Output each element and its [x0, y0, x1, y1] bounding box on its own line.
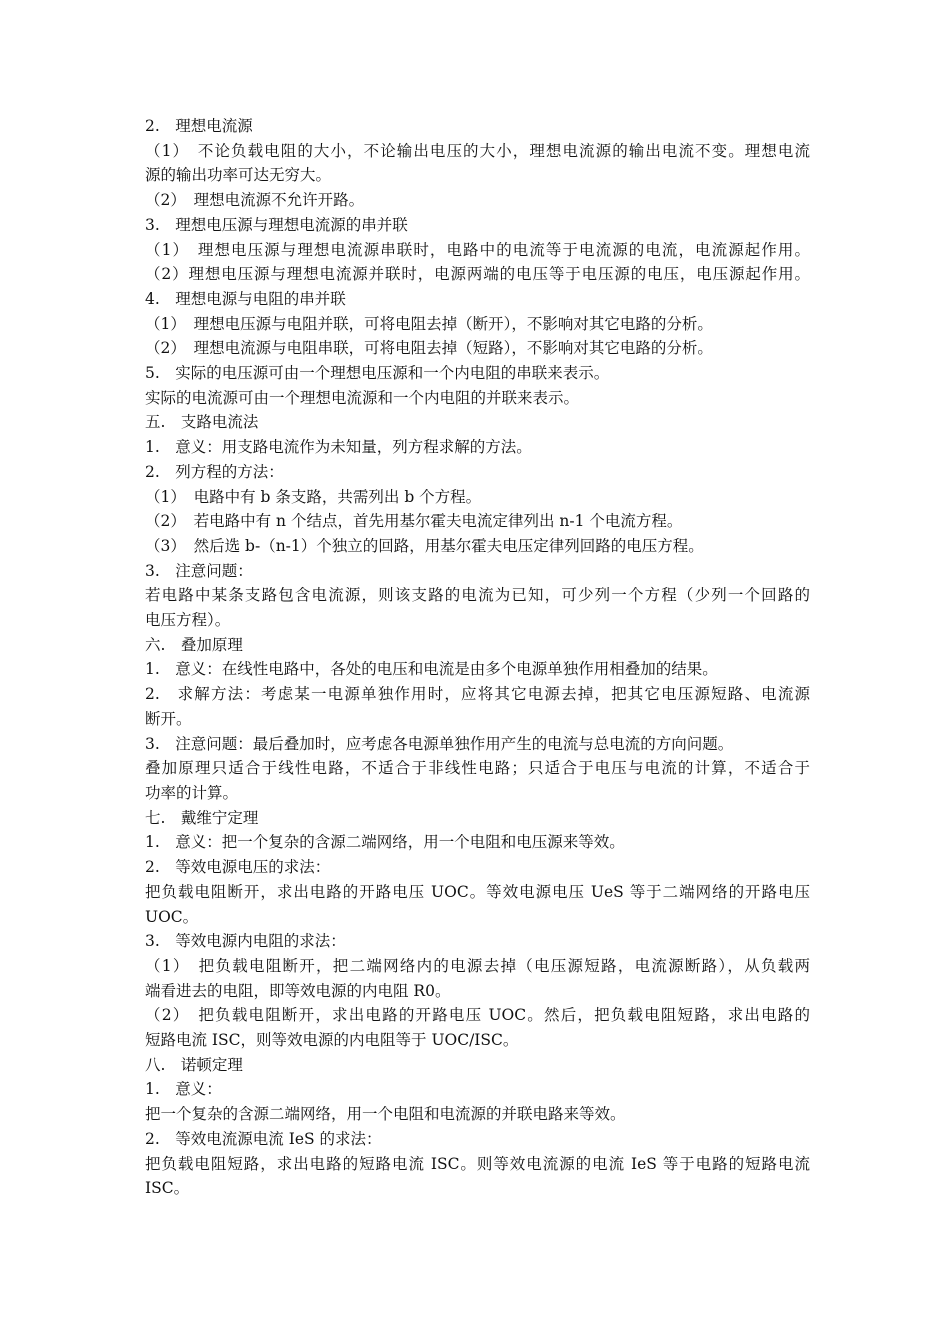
- text-line: ISC。: [145, 1179, 190, 1198]
- text-line: 把负载电阻短路，求出电路的短路电流 ISC。则等效电流源的电流 IeS 等于电路的短路电流: [145, 1154, 810, 1173]
- text-line: 2. 等效电源电压的求法：: [145, 858, 331, 877]
- text-line: （1） 不论负载电阻的大小，不论输出电压的大小，理想电流源的输出电流不变。理想电流: [145, 141, 810, 160]
- text-line: 3. 注意问题：: [145, 561, 253, 580]
- text-line: 把一个复杂的含源二端网络，用一个电阻和电流源的并联电路来等效。: [145, 1105, 626, 1124]
- text-line: 五. 支路电流法: [145, 413, 259, 432]
- text-line: 六. 叠加原理: [145, 635, 243, 654]
- text-line: 叠加原理只适合于线性电路，不适合于非线性电路；只适合于电压与电流的计算，不适合于: [145, 759, 810, 778]
- text-line: （1） 理想电压源与电阻并联，可将电阻去掉（断开），不影响对其它电路的分析。: [145, 314, 713, 333]
- text-line: 源的输出功率可达无穷大。: [145, 166, 332, 185]
- text-line: 七. 戴维宁定理: [145, 808, 259, 827]
- text-line: （2） 理想电流源与电阻串联，可将电阻去掉（短路），不影响对其它电路的分析。: [145, 339, 713, 358]
- text-line: 端看进去的电阻，即等效电源的内电阻 R0。: [145, 981, 451, 1000]
- text-line: 功率的计算。: [145, 783, 239, 802]
- text-line: 1. 意义：把一个复杂的含源二端网络，用一个电阻和电压源来等效。: [145, 833, 625, 852]
- text-line: 2. 理想电流源: [145, 117, 253, 135]
- text-line: 2. 求解方法：考虑某一电源单独作用时，应将其它电源去掉，把其它电压源短路、电流源: [145, 685, 810, 704]
- text-line: （2）理想电压源与理想电流源并联时，电源两端的电压等于电压源的电压，电压源起作用。: [145, 265, 810, 284]
- text-line: 1. 意义：在线性电路中，各处的电压和电流是由多个电源单独作用相叠加的结果。: [145, 660, 718, 679]
- text-line: 2. 等效电流源电流 IeS 的求法：: [145, 1129, 382, 1148]
- text-line: 1. 意义：用支路电流作为未知量，列方程求解的方法。: [145, 438, 532, 457]
- text-line: 断开。: [145, 709, 192, 728]
- text-line: （1） 电路中有 b 条支路，共需列出 b 个方程。: [145, 487, 482, 506]
- text-line: （2） 若电路中有 n 个结点，首先用基尔霍夫电流定律列出 n-1 个电流方程。: [145, 512, 683, 531]
- text-line: 3. 等效电源内电阻的求法：: [145, 932, 346, 951]
- text-line: 八. 诺顿定理: [145, 1055, 243, 1074]
- text-line: （2） 把负载电阻断开，求出电路的开路电压 UOC。然后，把负载电阻短路，求出电路的: [145, 1006, 810, 1025]
- text-line: （3） 然后选 b-（n-1）个独立的回路，用基尔霍夫电压定律列回路的电压方程。: [145, 536, 704, 555]
- text-line: （1） 把负载电阻断开，把二端网络内的电源去掉（电压源短路，电流源断路），从负载两: [145, 956, 810, 975]
- text-line: （1） 理想电压源与理想电流源串联时，电路中的电流等于电流源的电流，电流源起作用。: [145, 240, 810, 259]
- text-line: 短路电流 ISC，则等效电源的内电阻等于 UOC/ISC。: [145, 1031, 519, 1050]
- text-line: 把负载电阻断开，求出电路的开路电压 UOC。等效电源电压 UeS 等于二端网络的开路电压: [145, 882, 810, 901]
- text-line: 3. 注意问题：最后叠加时，应考虑各电源单独作用产生的电流与总电流的方向问题。: [145, 734, 734, 753]
- text-line: UOC。: [145, 907, 199, 926]
- text-line: 2. 列方程的方法：: [145, 462, 284, 481]
- document-page: [145, 114, 810, 1201]
- text-line: 4. 理想电源与电阻的串并联: [145, 289, 346, 308]
- text-line: 若电路中某条支路包含电流源，则该支路的电流为已知，可少列一个方程（少列一个回路的: [145, 586, 810, 605]
- text-line: 5. 实际的电压源可由一个理想电压源和一个内电阻的串联来表示。: [145, 364, 610, 383]
- text-line: 实际的电流源可由一个理想电流源和一个内电阻的并联来表示。: [145, 388, 580, 407]
- text-line: 3. 理想电压源与理想电流源的串并联: [145, 215, 408, 234]
- text-line: （2） 理想电流源不允许开路。: [145, 191, 365, 210]
- text-line: 1. 意义：: [145, 1080, 222, 1099]
- text-line: 电压方程）。: [145, 611, 231, 630]
